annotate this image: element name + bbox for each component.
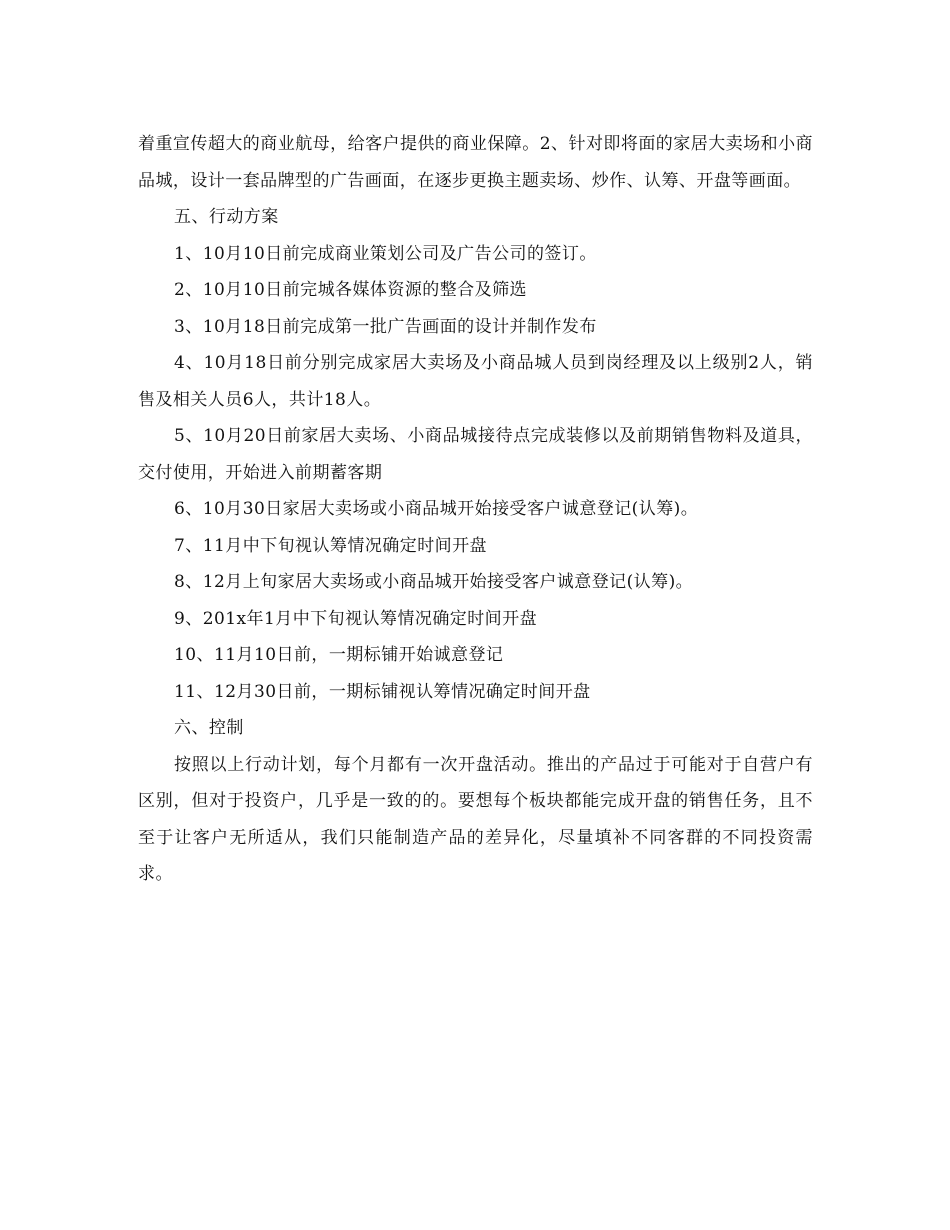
document-body <box>138 126 813 893</box>
paragraph-intro: 着重宣传超大的商业航母，给客户提供的商业保障。2、针对即将面的家居大卖场和小商品城，设计一套品牌型的广告画面，在逐步更换主题卖场、炒作、认筹、开盘等画面。 <box>138 134 813 191</box>
plan-item-3: 3、10月18日前完成第一批广告画面的设计并制作发布 <box>174 316 597 337</box>
plan-item-4: 4、10月18日前分别完成家居大卖场及小商品城人员到岗经理及以上级别2人，销售及相关人员6人，共计18人。 <box>138 353 813 410</box>
plan-item-8: 8、12月上旬家居大卖场或小商品城开始接受客户诚意登记(认筹)。 <box>174 572 694 592</box>
plan-item-11: 11、12月30日前，一期标铺视认筹情况确定时间开盘 <box>174 681 591 702</box>
section-heading-action-plan: 五、行动方案 <box>174 207 279 227</box>
section-heading-control: 六、控制 <box>174 718 244 738</box>
paragraph-control: 按照以上行动计划，每个月都有一次开盘活动。推出的产品过于可能对于自营户有区别，但对于投资户，几乎是一致的的。要想每个板块都能完成开盘的销售任务，且不至于让客户无所适从，我们只能制造产品的差异化，尽量填补不同客群的不同投资需求。 <box>138 754 813 884</box>
plan-item-2: 2、10月10日前完城各媒体资源的整合及筛选 <box>174 280 527 300</box>
plan-item-7: 7、11月中下旬视认筹情况确定时间开盘 <box>174 535 487 556</box>
plan-item-5: 5、10月20日前家居大卖场、小商品城接待点完成装修以及前期销售物料及道具，交付使用，开始进入前期蓄客期 <box>138 426 813 483</box>
plan-item-9: 9、201x年1月中下旬视认筹情况确定时间开盘 <box>174 608 538 629</box>
plan-item-10: 10、11月10日前，一期标铺开始诚意登记 <box>174 645 504 665</box>
plan-item-6: 6、10月30日家居大卖场或小商品城开始接受客户诚意登记(认筹)。 <box>174 499 699 519</box>
plan-item-1: 1、10月10日前完成商业策划公司及广告公司的签订。 <box>174 243 597 264</box>
